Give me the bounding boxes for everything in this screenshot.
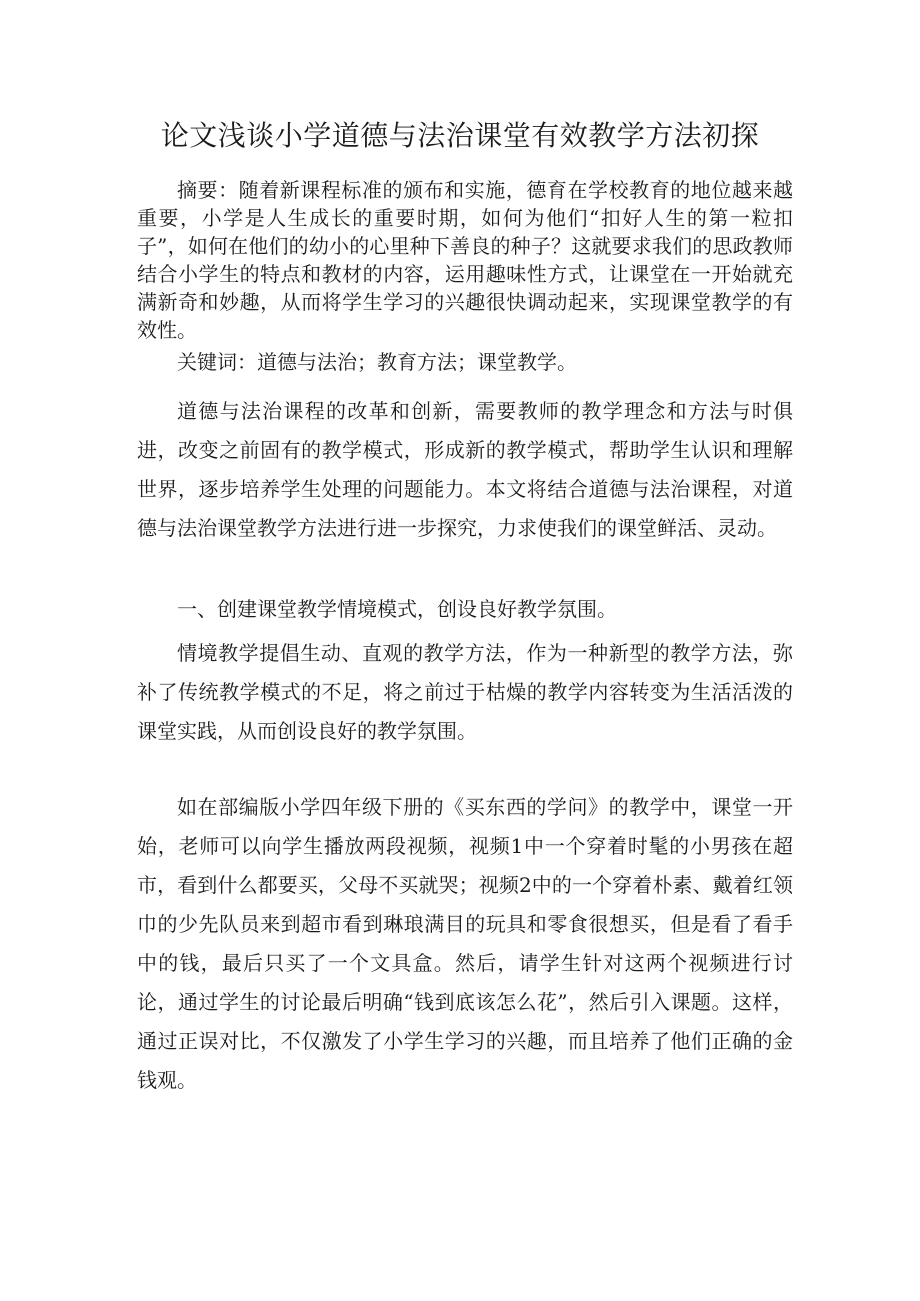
body-paragraph: 情境教学提倡生动、直观的教学方法，作为一种新型的教学方法，弥补了传统教学模式的不足，将之前过于枯燥的教学内容转变为生活活泼的课堂实践，从而创设良好的教学氛围。 [137, 641, 793, 743]
keywords-line: 关键词：道德与法治；教育方法；课堂教学。 [177, 350, 577, 374]
abstract-paragraph: 摘要：随着新课程标准的颁布和实施，德育在学校教育的地位越来越重要，小学是人生成长的重要时期，如何为他们“扣好人生的第一粒扣子”，如何在他们的幼小的心里种下善良的种子？这就要求我们的思政教师结合小学生的特点和教材的内容，运用趣味性方式，让课堂在一开始就充满新奇和妙趣，从而将学生学习的兴趣很快调动起来，实现课堂教学的有效性。 [137, 178, 793, 342]
body-paragraph: 如在部编版小学四年级下册的《买东西的学问》的教学中，课堂一开始，老师可以向学生播放两段视频，视频1中一个穿着时髦的小男孩在超市，看到什么都要买，父母不买就哭；视频2中的一个穿着朴素、戴着红领巾的少先队员来到超市看到琳琅满目的玩具和零食很想买，但是看了看手中的钱，最后只买了一个文具盒。然后，请学生针对这两个视频进行讨论，通过学生的讨论最后明确“钱到底该怎么花”，然后引入课题。这样，通过正误对比，不仅激发了小学生学习的兴趣，而且培养了他们正确的金钱观。 [137, 795, 793, 1092]
body-paragraph: 道德与法治课程的改革和创新，需要教师的教学理念和方法与时俱进，改变之前固有的教学模式，形成新的教学模式，帮助学生认识和理解世界，逐步培养学生处理的问题能力。本文将结合道德与法治课程，对道德与法治课堂教学方法进行进一步探究，力求使我们的课堂鲜活、灵动。 [137, 399, 793, 540]
section-heading: 一、创建课堂教学情境模式，创设良好教学氛围。 [177, 597, 617, 621]
page-title: 论文浅谈小学道德与法治课堂有效教学方法初探 [160, 119, 760, 152]
